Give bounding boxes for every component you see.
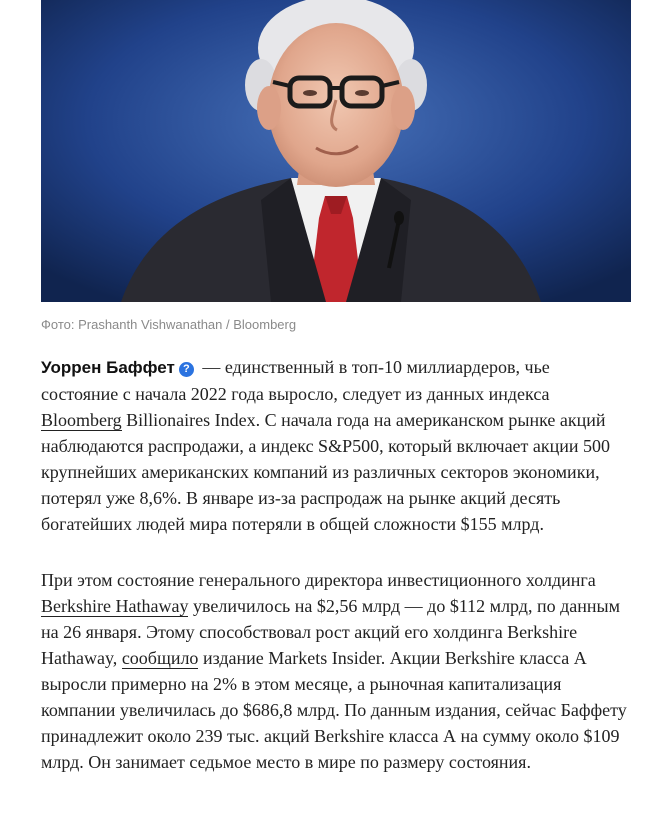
article-photo (41, 0, 631, 302)
bloomberg-link[interactable]: Bloomberg (41, 410, 122, 430)
paragraph-1-text-b: Billionaires Index. С начала года на американском рынке акций наблюдаются распродажи, а индекс S&P500, который включает акции 500 крупнейших американских компаний из различных секторов экономики, потерял уже 8,6%. В январе из-за распродаж на рынке акций десять богатейших людей мира потеряли в общей сложности $155 млрд. (41, 410, 611, 534)
question-icon[interactable]: ? (179, 362, 194, 377)
article-body (41, 354, 631, 805)
paragraph-2-text-c: издание Markets Insider. Акции Berkshire класса А выросли примерно на 2% в этом месяце, а рыночная капитализация компании увеличилась до $686,8 млрд. По данным издания, сейчас Баффету принадлежит около 239 тыс. акций Berkshire класса А на сумму около $109 млрд. Он занимает седьмое место в мире по размеру состояния. (41, 648, 627, 772)
paragraph-2-text-b: увеличилось на $2,56 млрд — до $112 млрд, по данным на 26 января. Этому способствовал рост акций его холдинга Berkshire Hathaway, (41, 596, 620, 668)
paragraph-2-text-a: При этом состояние генерального директора инвестиционного холдинга (41, 570, 596, 590)
article-paragraph-2 (41, 567, 631, 775)
photo-caption: Фото: Prashanth Vishwanathan / Bloomberg (41, 317, 297, 332)
paragraph-1-text-a: — единственный в топ-10 миллиардеров, чье состояние с начала 2022 года выросло, следует из данных индекса (41, 357, 550, 404)
person-link[interactable]: Уоррен Баффет (41, 358, 175, 377)
portrait-photo-icon (41, 0, 631, 302)
source-report-link[interactable]: сообщило (121, 648, 199, 668)
article-paragraph-1 (41, 354, 631, 537)
berkshire-hathaway-link[interactable]: Berkshire Hathaway (41, 596, 189, 616)
